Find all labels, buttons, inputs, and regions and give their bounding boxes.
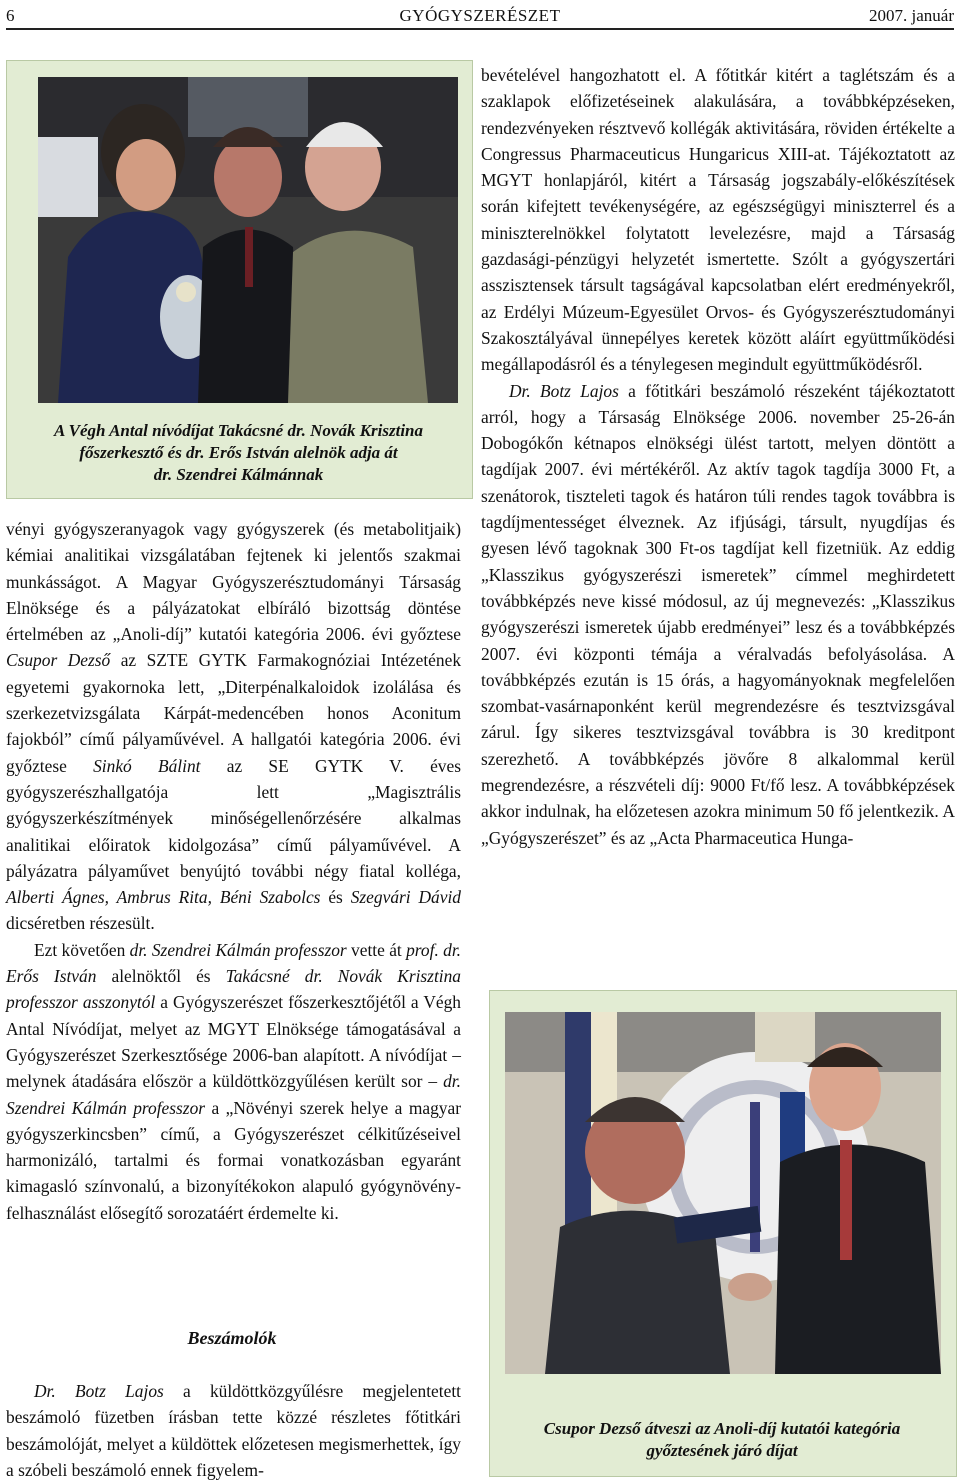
page-number: 6 [6,6,15,25]
page-header [6,6,954,30]
photo-2-caption [489,1418,955,1462]
paragraph: Dr. Botz Lajos a küldöttközgyűlésre megjelentetett beszámoló füzetben írásban tette közzé részletes főtitkári beszámolóját, melyet a küldöttek előzetesen megismerhettek, így a szóbeli beszámoló ennek figyelem- [6,1381,461,1480]
photo-1-caption-line: dr. Szendrei Kálmánnak [153,465,324,484]
paragraph: bevételével hangozhatott el. A főtitkár kitért a taglétszám és a szaklapok előfizetéseinek alakulására, a továbbképzéseken, rendezvényeken résztvevő kollégák aktivitására, röviden értékelte a Congressus Pharmaceuticus Hungaricus XIII-at. Tájékoztatott az MGYT honlapjáról, kitért a Társaság jogszabály-előkészítések során kifejtett tevékenységére, az egészségügyi miniszterrel és a miniszterelnökkel folytatott levelezésre, majd a Társaság gazdasági-pénzügyi helyzetét ismertette. Szólt a gyógyszertári asszisztensek társult tagságával kapcsolatban elért eredményekről, az Erdélyi Múzeum-Egyesület Orvos- és Gyógyszerésztudományi Szakosztályával ünnepélyes keretek között aláírt együttműködési megállapodásról és a ténylegesen megindult együttműködésről. [481,65,955,375]
left-column [6,516,461,1226]
photo-2-caption-line: Csupor Dezső átveszi az Anoli-díj kutatói kategória [543,1419,901,1438]
issue-date: 2007. január [869,6,954,25]
paragraph: Dr. Botz Lajos a főtitkári beszámoló részeként tájékoztatott arról, hogy a Társaság Elnöksége 2006. november 25-26-án Dobogókőn kétnapos elnökségi ülést tartott, melyen döntött a tagdíjak 2007. évi mértékéről. Az aktív tagok tagdíja 3000 Ft, a szenátorok, tiszteleti tagok és határon túli rendes tagok továbbra is tagdíjmentességet élveznek. Az ifjúsági, társult, nyugdíjas és gyesen lévő tagoknak 300 Ft-os tagdíjat kell fizetniük. Az eddig „Klasszikus gyógyszerészi ismeretek” címmel meghirdetett továbbképzés neve kissé módosul, az új megnevezés: „Klasszikus gyógyszerészi ismeretek újabb eredményei” lesz és a továbbképzés 2007. évi központi témája a véralvadás befolyásolása. A továbbképzés ezután is 15 órás, a hagyományoknak megfelelően szombat-vasárnaponként kerül megrendezésre és tesztvizsgával zárul. Így sikeres tesztvizsgával továbbra is 30 kreditpont szerezhető. A továbbképzés jövőre 8 alkalommal kerül megrendezésre, a részvételi díj: 9000 Ft/fő lesz. A továbbképzések akkor indulnak, ha előzetesen azokra minimum 50 fő jelentkezik. A „Gyógyszerészet” és az „Acta Pharmaceutica Hunga- [481,380,955,848]
section-title: Beszámolók [187,1328,277,1348]
photo-2-caption-line: győztesének járó díjat [646,1441,798,1460]
photo-1-caption-line: A Végh Antal nívódíjat Takácsné dr. Novák Krisztina [53,421,424,440]
journal-title: GYÓGYSZERÉSZET [399,6,561,25]
photo-1-caption [6,420,471,486]
paragraph: vényi gyógyszeranyagok vagy gyógyszerek (és metabolitjaik) kémiai analitikai vizsgálatában fejtenek ki jelentős szakmai munkásságot. A Magyar Gyógyszerésztudományi Társaság Elnöksége és a pályázatokat elbíráló bizottság döntése értelmében az „Anoli-díj” kutatói kategória 2006. évi győztese Csupor Dezső az SZTE GYTK Farmakognóziai Intézetének egyetemi gyakornoka lett, „Diterpénalkaloidok izolálása és szerkezetvizsgálata Kárpát-medencében honos Aconitum fajokból” című pályaművével. A hallgatói kategória 2006. évi győztese Sinkó Bálint az SE GYTK V. éves gyógyszerészhallgatója lett „Magisztrális gyógyszerkészítmények minőségellenőrzésére alkalmas analitikai előiratok kidolgozása” című pályaművével. A pályázatra pályaművet benyújtó további négy fiatal kolléga, Alberti Ágnes, Ambrus Rita, Béni Szabolcs és Szegvári Dávid dicséretben részesült. [6,519,462,934]
award-ceremony-photo-1 [38,77,458,403]
award-ceremony-photo-2 [505,1012,941,1374]
right-column [481,62,955,851]
paragraph: Ezt követően dr. Szendrei Kálmán professzor vette át prof. dr. Erős István alelnöktől és Takácsné dr. Novák Krisztina professzor asszonytól a Gyógyszerészet főszerkesztőjétől a Végh Antal Nívódíjat, melyet az MGYT Elnöksége támogatásával a Gyógyszerészet Szerkesztősége 2006-ban alapított. A nívódíjat – melynek átadására először a küldöttközgyűlésen került sor – dr. Szendrei Kálmán professzor a „Növényi szerek helye a magyar gyógyszerkincsben” című, a Gyógyszerészet célkitűzéseivel harmonizáló, tartalmi és formai vonatkozásban egyaránt kimagasló színvonalú, a bizonyítékokon alapuló gyógynövény-felhasználást elősegítő sorozatáért érdemelte ki. [6,939,462,1223]
left-column-bottom [6,1378,461,1483]
photo-1-caption-line: főszerkesztő és dr. Erős István alelnök adja át [79,443,398,462]
